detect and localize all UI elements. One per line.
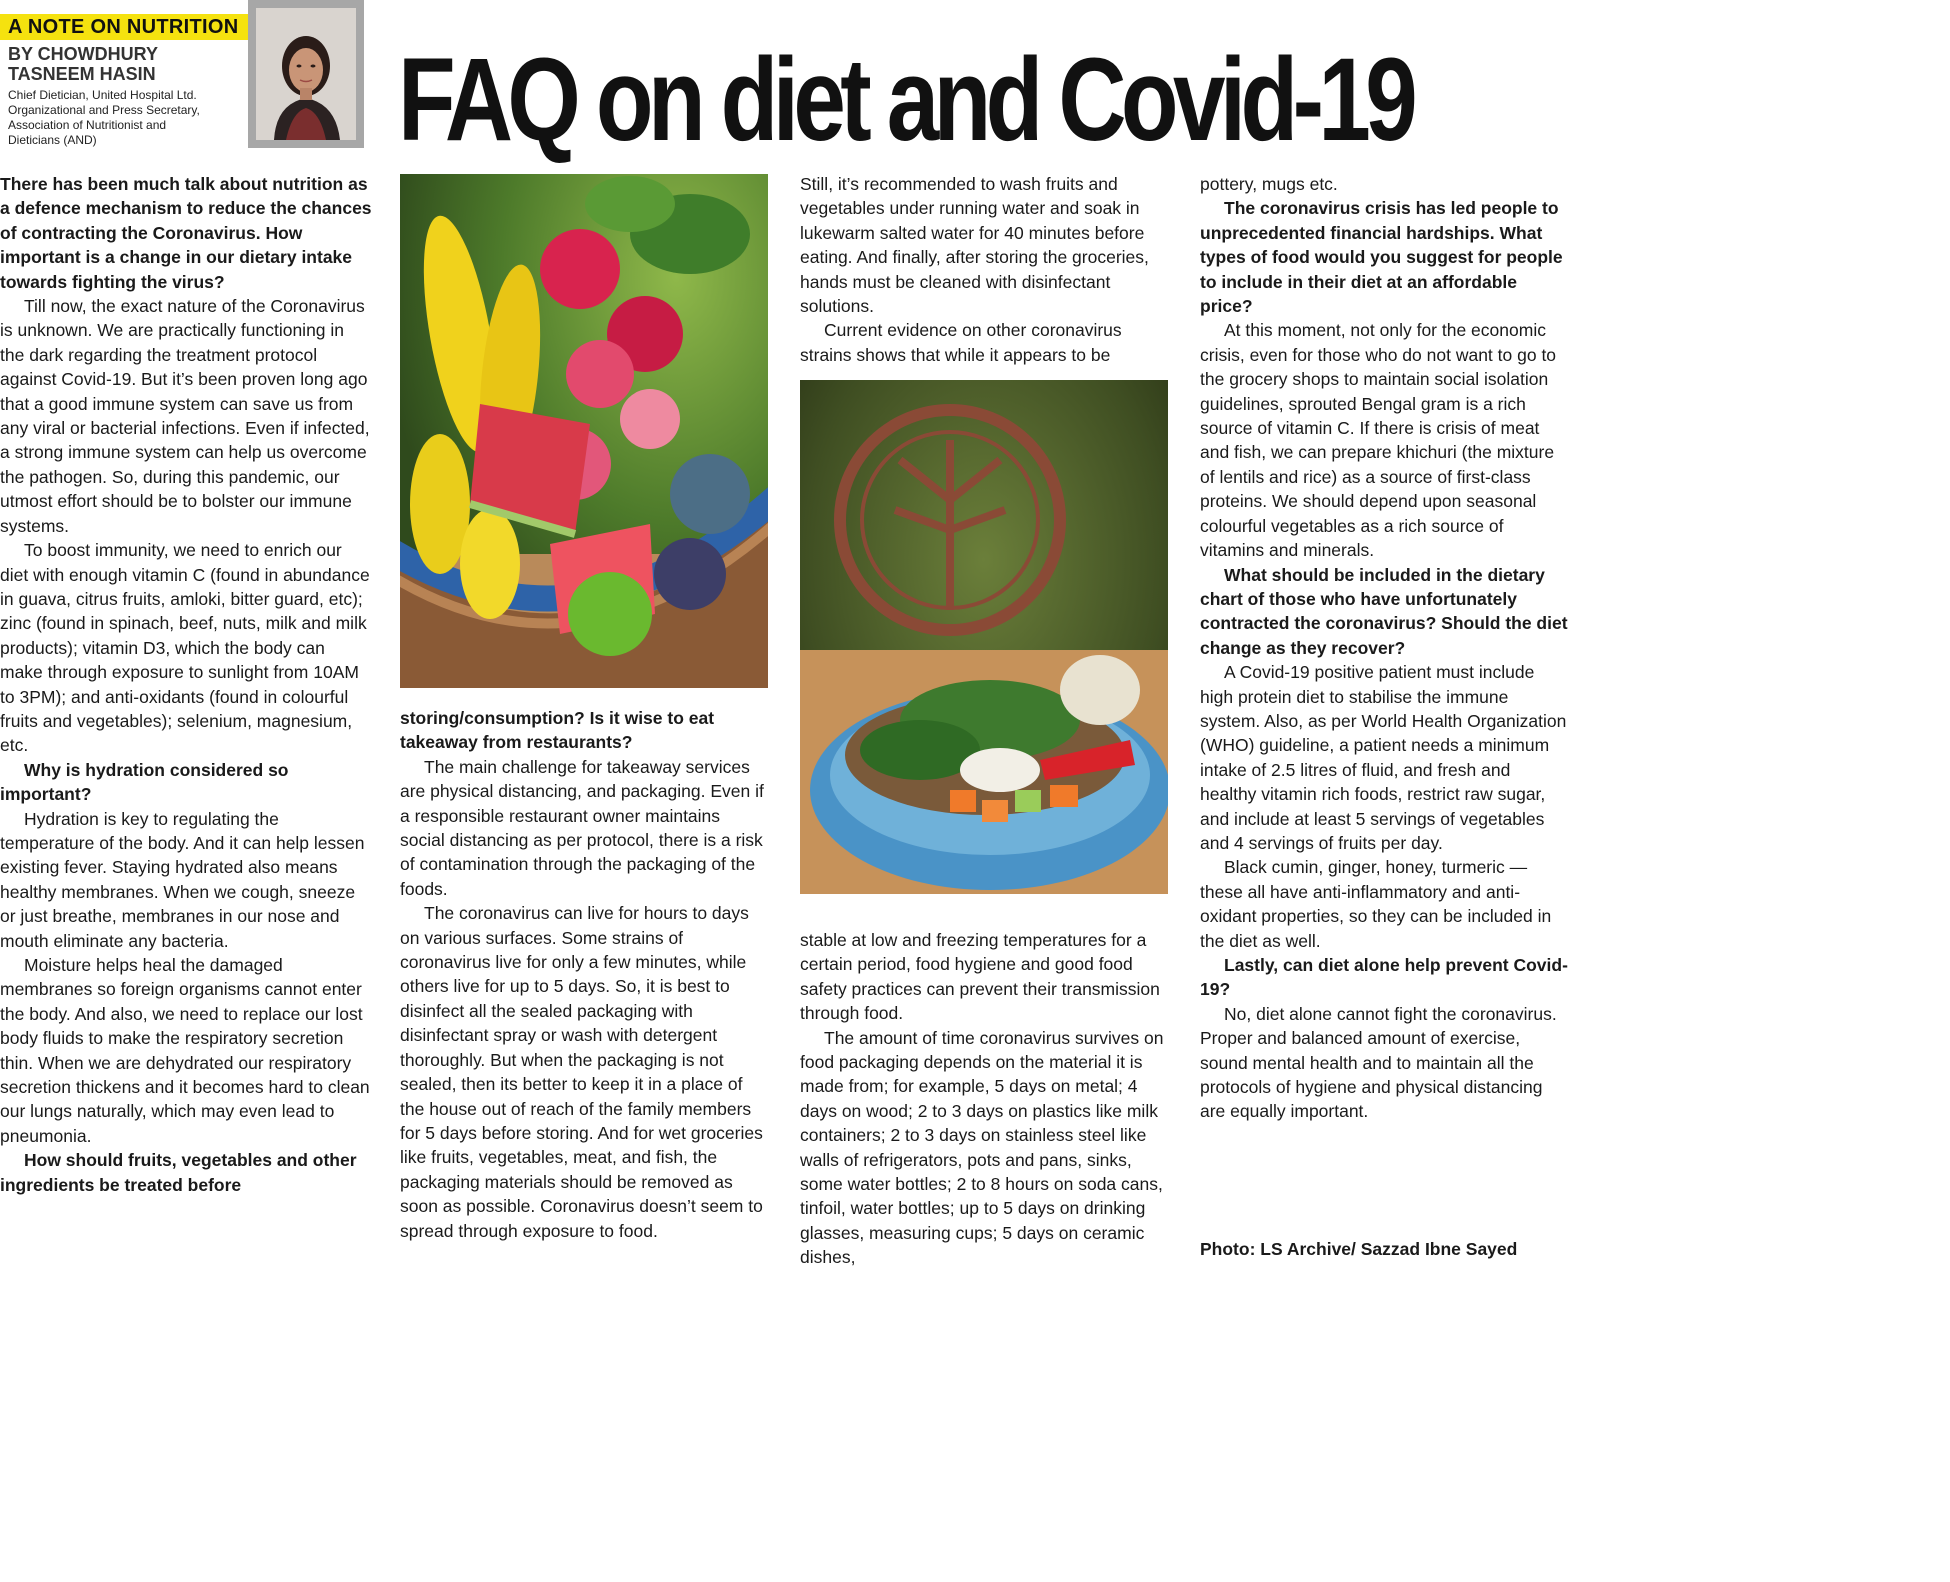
question-heading-continued: storing/consumption? Is it wise to eat takeaway from restaurants?	[400, 708, 715, 753]
paragraph: Current evidence on other coronavirus strains shows that while it appears to be	[800, 320, 1122, 365]
question-heading: What should be included in the dietary chart of those who have unfortunately contracted the coronavirus? Should the diet change as they recover?	[1200, 564, 1568, 658]
paragraph: No, diet alone cannot fight the coronavirus. Proper and balanced amount of exercise, sound mental health and to maintain all the protocols of hygiene and physical distancing are equally important.	[1200, 1003, 1557, 1122]
question-heading: Why is hydration considered so important?	[0, 759, 289, 805]
photo-credit: Photo: LS Archive/ Sazzad Ibne Sayed	[1200, 1239, 1518, 1259]
paragraph: Till now, the exact nature of the Coronavirus is unknown. We are practically functioning in the dark regarding the treatment protocol against Covid-19. But it’s been proven long ago that a good immune system can save us from any viral or bacterial infections. Even if infected, a strong immune system can help us overcome the pathogen. So, during this pandemic, our utmost effort should be to bolster our immune systems.	[0, 296, 370, 536]
question-heading: There has been much talk about nutrition as a defence mechanism to reduce the chances of contracting the Coronavirus. How important is a change in our dietary intake towards fighting the virus?	[0, 174, 372, 292]
paragraph: A Covid-19 positive patient must include high protein diet to stabilise the immune system. Also, as per World Health Organization (WHO) guideline, a patient needs a minimum intake of 2.5 litres of fluid, and fresh and healthy vitamin rich foods, restrict raw sugar, and include at least 5 servings of vegetables and 4 servings of fruits per day.	[1200, 662, 1567, 853]
article-column-1	[0, 172, 372, 1197]
paragraph-continued: pottery, mugs etc.	[1200, 174, 1338, 194]
credential-line: Dieticians (AND)	[8, 133, 97, 147]
headline: FAQ on diet and Covid-19	[398, 34, 1413, 166]
byline-line-1: BY CHOWDHURY	[8, 44, 159, 64]
paragraph: The amount of time coronavirus survives on food packaging depends on the material it is made from; for example, 5 days on metal; 4 days on wood; 2 to 3 days on plastics like milk containers; 2 to 3 days on stainless steel like walls of refrigerators, pots and pans, sinks, some water bottles; 2 to 8 hours on soda cans, tinfoil, water bottles; up to 5 days on drinking glasses, measuring cups; 5 days on ceramic dishes,	[800, 1027, 1164, 1268]
article-column-2	[400, 706, 766, 1243]
paragraph-continued: stable at low and freezing temperatures for a certain period, food hygiene and good food safety practices can prevent their transmission through food.	[800, 930, 1160, 1024]
credential-line: Organizational and Press Secretary,	[8, 103, 200, 117]
paragraph: Moisture helps heal the damaged membranes so foreign organisms cannot enter the body. And also, we need to replace our lost body fluids to make the respiratory secretion thin. When we are dehydrated our respiratory secretion thickens and it becomes hard to clean our lungs naturally, which may even lead to pneumonia.	[0, 955, 370, 1146]
author-portrait	[248, 0, 364, 148]
paragraph-continued: Still, it’s recommended to wash fruits and vegetables under running water and soak in lukewarm salted water for 40 minutes before eating. And finally, after storing the groceries, hands must be cleaned with disinfectant solutions.	[800, 174, 1149, 317]
salad-bowl-photo	[800, 380, 1168, 894]
paragraph: The coronavirus can live for hours to days on various surfaces. Some strains of coronavirus live for only a few minutes, while others live for up to 5 days. So, it is best to disinfect all the sealed packaging with disinfectant spray or wash with detergent thoroughly. But when the packaging is not sealed, then its better to keep it in a place of the house out of reach of the family members for 5 days before storing. And for wet groceries like fruits, vegetables, meat, and fish, the packaging materials should be removed as soon as possible. Coronavirus doesn’t seem to spread through exposure to food.	[400, 903, 763, 1241]
section-tag: A NOTE ON NUTRITION	[0, 14, 250, 40]
credential-line: Chief Dietician, United Hospital Ltd.	[8, 88, 197, 102]
author-byline	[8, 44, 248, 84]
paragraph: To boost immunity, we need to enrich our diet with enough vitamin C (found in abundance in guava, citrus fruits, amloki, bitter guard, etc); zinc (found in spinach, beef, nuts, milk and milk products); vitamin D3, which the body can make through exposure to sunlight from 10AM to 3PM); and anti-oxidants (found in colourful fruits and vegetables); selenium, magnesium, etc.	[0, 540, 370, 756]
question-heading: The coronavirus crisis has led people to unprecedented financial hardships. What types of food would you suggest for people to include in their diet at an affordable price?	[1200, 198, 1563, 317]
article-column-4	[1200, 172, 1568, 1124]
question-heading: Lastly, can diet alone help prevent Covid-19?	[1200, 955, 1568, 1000]
fruit-bowl-photo	[400, 174, 768, 688]
paragraph: Black cumin, ginger, honey, turmeric — these all have anti-inflammatory and anti-oxidant properties, so they can be included in the diet as well.	[1200, 857, 1552, 951]
paragraph: At this moment, not only for the economic crisis, even for those who do not want to go to the grocery shops to maintain social isolation guidelines, sprouted Bengal gram is a rich source of vitamin C. If there is crisis of meat and fish, we can prepare khichuri (the mixture of lentils and rice) as a source of first-class proteins. We should depend upon seasonal colourful vegetables as a rich source of vitamins and minerals.	[1200, 320, 1557, 561]
paragraph: Hydration is key to regulating the temperature of the body. And it can help lessen existing fever. Staying hydrated also means healthy membranes. When we cough, sneeze or just breathe, membranes in our nose and mouth eliminate any bacteria.	[0, 808, 365, 951]
author-credentials	[8, 88, 250, 148]
paragraph: The main challenge for takeaway services are physical distancing, and packaging. Even if a responsible restaurant owner maintains social distancing as per protocol, there is a risk of contamination through the packaging of the foods.	[400, 756, 764, 899]
credential-line: Association of Nutritionist and	[8, 118, 167, 132]
article-column-3-top	[800, 172, 1168, 367]
article-column-3-bottom	[800, 928, 1168, 1270]
question-heading: How should fruits, vegetables and other ingredients be treated before	[0, 1150, 357, 1195]
byline-line-2: TASNEEM HASIN	[8, 64, 156, 84]
